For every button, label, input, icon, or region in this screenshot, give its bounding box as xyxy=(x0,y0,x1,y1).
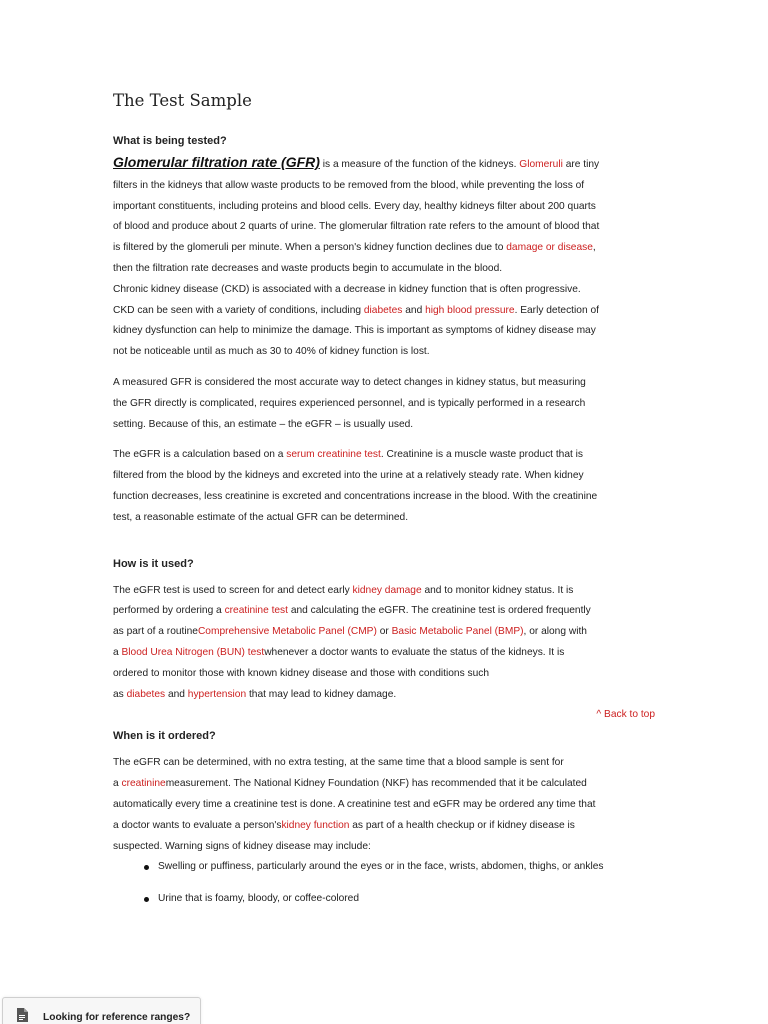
text-line: automatically every time a creatinine test is done. A creatinine test and eGFR may be ordered any time that xyxy=(113,798,596,810)
text-line: important constituents, including proteins and blood cells. Every day, healthy kidneys filter about 200 quarts xyxy=(113,200,596,212)
list-item xyxy=(113,857,658,877)
text-line: test, a reasonable estimate of the actual GFR can be determined. xyxy=(113,511,409,523)
text-span: and to monitor kidney status. It is xyxy=(421,584,574,596)
text-line: of blood and produce about 2 quarts of urine. The glomerular filtration rate refers to the amount of blood that xyxy=(113,221,600,233)
section-heading-how-used: How is it used? xyxy=(113,557,194,570)
text-span: measurement. The National Kidney Foundation (NKF) has recommended that it be calculated xyxy=(165,778,587,790)
text-span: that may lead to kidney damage. xyxy=(246,688,397,700)
text-line: filters in the kidneys that allow waste products to be removed from the blood, while preventing the loss of xyxy=(113,179,585,191)
text-line: kidney dysfunction can help to minimize the damage. This is important as symptoms of kidney disease may xyxy=(113,325,596,337)
text-line: ordered to monitor those with known kidney disease and those with conditions such xyxy=(113,667,490,679)
paragraph-gfr xyxy=(113,152,658,363)
text-span: The eGFR is a calculation based on a xyxy=(113,449,287,461)
link-bun-test[interactable]: Blood Urea Nitrogen (BUN) test xyxy=(121,646,265,658)
text-span: is a measure of the function of the kidneys. xyxy=(319,159,520,170)
text-span: as xyxy=(113,688,127,700)
link-damage-or-disease[interactable]: damage or disease xyxy=(506,242,593,254)
back-to-top-link[interactable]: ^ Back to top xyxy=(596,709,655,721)
text-line: setting. Because of this, an estimate – the eGFR – is usually used. xyxy=(113,418,414,430)
text-span: as part of a health checkup or if kidney disease is xyxy=(349,819,575,831)
text-span: or xyxy=(376,626,392,638)
text-span: The eGFR test is used to screen for and detect early xyxy=(113,584,353,596)
text-span: CKD can be seen with a variety of conditions, including xyxy=(113,304,364,316)
text-span: and calculating the eGFR. The creatinine test is ordered frequently xyxy=(288,605,591,617)
link-high-blood-pressure[interactable]: high blood pressure xyxy=(425,304,515,316)
text-span: whenever a doctor wants to evaluate the status of the kidneys. It is xyxy=(264,646,565,658)
link-kidney-damage[interactable]: kidney damage xyxy=(352,584,422,596)
text-line: function decreases, less creatinine is excreted and concentrations increase in the blood. With the creatinine xyxy=(113,490,598,502)
text-span: . Creatinine is a muscle waste product that is xyxy=(380,449,584,461)
text-span: as part of a routine xyxy=(113,626,198,638)
text-line: A measured GFR is considered the most accurate way to detect changes in kidney status, but measuring xyxy=(113,376,586,388)
link-cmp[interactable]: Comprehensive Metabolic Panel (CMP) xyxy=(197,626,377,638)
text-line: not be noticeable until as much as 30 to 40% of kidney function is lost. xyxy=(113,346,430,358)
text-line: Chronic kidney disease (CKD) is associated with a decrease in kidney function that is often progressive. xyxy=(113,283,581,295)
text-span: , or along with xyxy=(523,626,587,638)
link-kidney-function[interactable]: kidney function xyxy=(281,819,350,831)
paragraph-how-used xyxy=(113,581,658,706)
text-span: and xyxy=(165,688,188,700)
reference-ranges-box[interactable] xyxy=(2,997,201,1024)
text-span: a xyxy=(113,646,122,658)
text-line: suspected. Warning signs of kidney disease may include: xyxy=(113,840,371,852)
list-item xyxy=(113,889,658,909)
text-line: the GFR directly is complicated, requires experienced personnel, and is typically performed in a research xyxy=(113,397,586,409)
text-line: then the filtration rate decreases and waste products begin to accumulate in the blood. xyxy=(113,262,503,274)
article xyxy=(113,88,658,909)
text-span: is filtered by the glomeruli per minute. When a person's kidney function declines due to xyxy=(113,242,507,254)
text-span: , xyxy=(592,242,596,254)
text-span: . Early detection of xyxy=(514,304,599,316)
reference-ranges-label: Looking for reference ranges? xyxy=(43,1012,191,1023)
document-icon xyxy=(16,1008,28,1022)
paragraph-when-ordered xyxy=(113,753,658,857)
warning-signs-list xyxy=(113,857,658,909)
link-glomeruli[interactable]: Glomeruli xyxy=(519,159,563,170)
list-item-text: Swelling or puffiness, particularly around the eyes or in the face, wrists, abdomen, thighs, or ankles xyxy=(158,861,604,873)
link-diabetes-2[interactable]: diabetes xyxy=(126,688,166,700)
bullet-icon xyxy=(144,897,149,902)
text-span: and xyxy=(402,304,426,316)
link-creatinine[interactable]: creatinine xyxy=(121,778,166,790)
link-creatinine-test[interactable]: creatinine test xyxy=(224,605,288,617)
page-title: The Test Sample xyxy=(113,91,252,110)
text-line: filtered from the blood by the kidneys and excreted into the urine at a relatively steady rate. When kidney xyxy=(113,470,584,482)
link-diabetes[interactable]: diabetes xyxy=(363,304,403,316)
text-span: are tiny xyxy=(562,159,600,170)
section-heading-when-ordered: When is it ordered? xyxy=(113,730,216,743)
section-heading-what-tested: What is being tested? xyxy=(113,135,227,147)
link-hypertension[interactable]: hypertension xyxy=(187,688,247,700)
text-line: The eGFR can be determined, with no extra testing, at the same time that a blood sample is sent for xyxy=(113,757,564,769)
paragraph-egfr-calc xyxy=(113,445,658,528)
text-span: a xyxy=(113,778,122,790)
text-span: a doctor wants to evaluate a person's xyxy=(113,819,282,831)
gfr-term: Glomerular filtration rate (GFR) xyxy=(113,154,320,170)
text-span: performed by ordering a xyxy=(113,605,225,617)
bullet-icon xyxy=(144,865,149,870)
link-serum-creatinine-test[interactable]: serum creatinine test xyxy=(286,449,381,461)
paragraph-measured-gfr xyxy=(113,373,658,435)
list-item-text: Urine that is foamy, bloody, or coffee-colored xyxy=(158,893,360,905)
link-bmp[interactable]: Basic Metabolic Panel (BMP) xyxy=(391,626,524,638)
